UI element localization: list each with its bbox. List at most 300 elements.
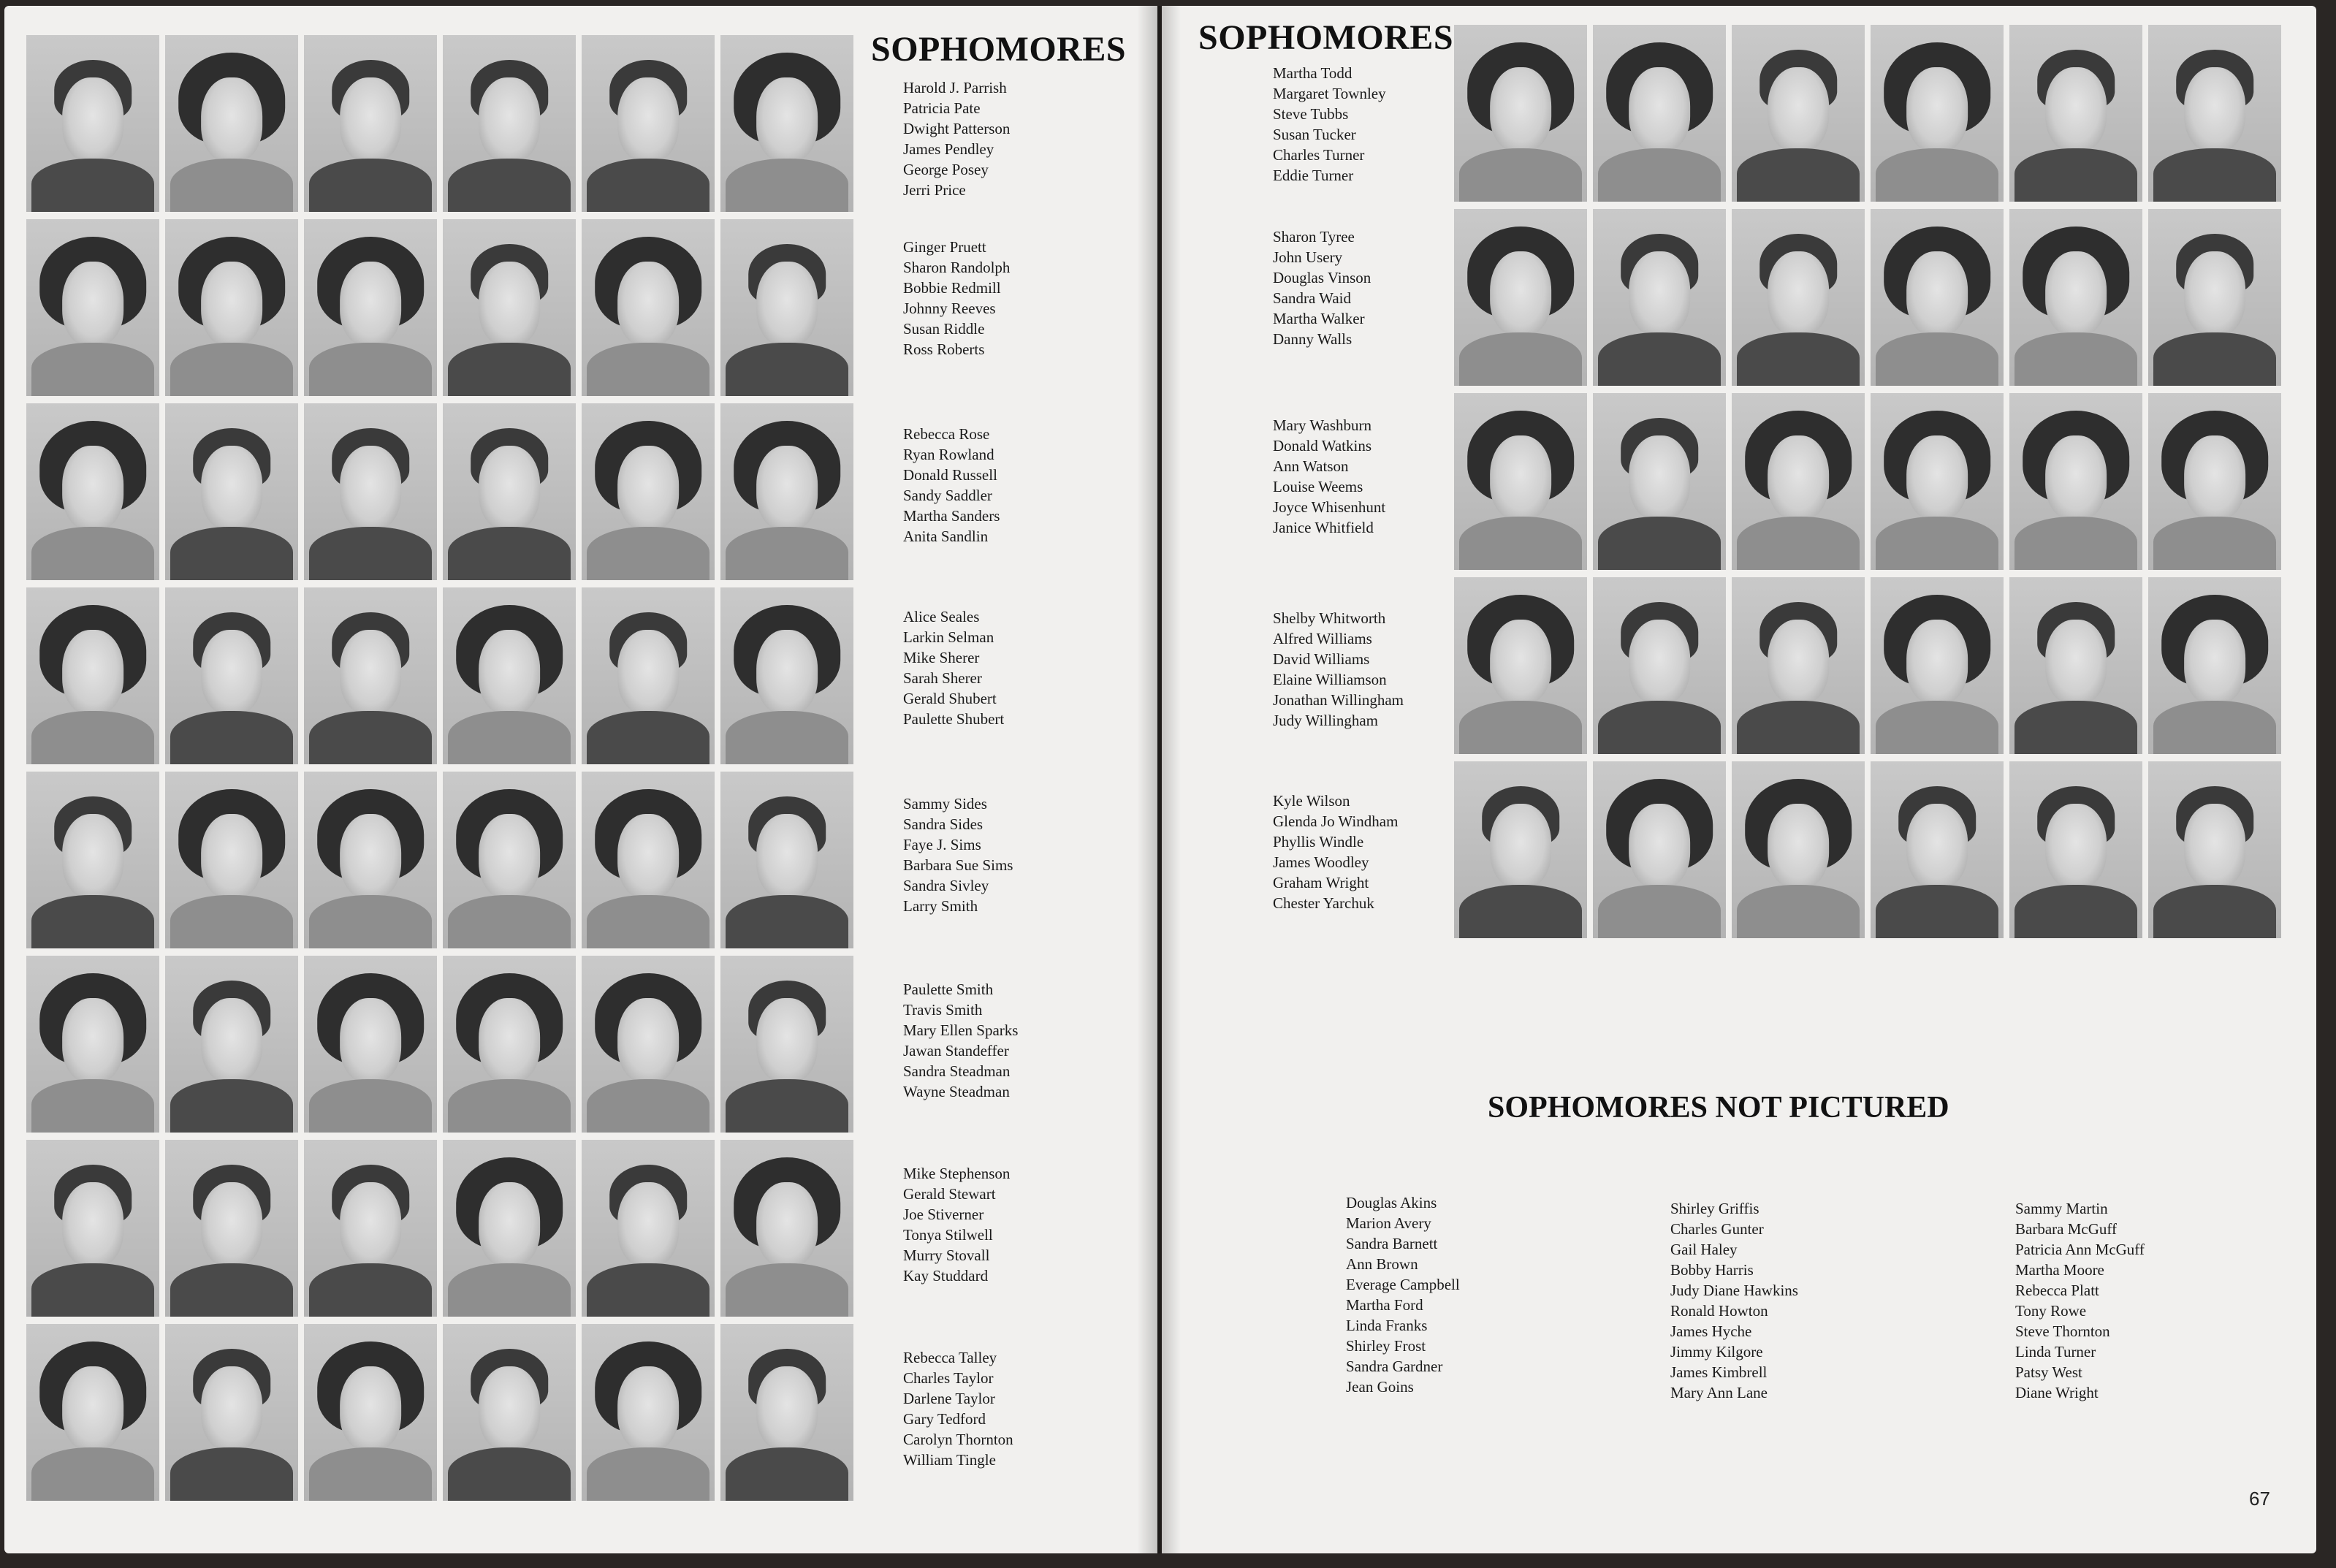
- portrait-photo: [720, 35, 853, 212]
- student-name: John Usery: [1273, 248, 1343, 266]
- portrait-head: [617, 814, 679, 899]
- portrait-photo: [720, 587, 853, 764]
- student-name: David Williams: [1273, 650, 1370, 668]
- portrait-body: [2014, 885, 2137, 938]
- portrait-photo: [1871, 209, 2004, 386]
- portrait-photo: [2148, 25, 2281, 202]
- student-name: Joe Stiverner: [903, 1206, 984, 1223]
- portrait-body: [2014, 332, 2137, 386]
- portrait-head: [2184, 620, 2245, 704]
- portrait-head: [340, 446, 401, 530]
- portrait-head: [62, 77, 123, 162]
- student-name: Gerald Stewart: [903, 1185, 996, 1203]
- portrait-body: [587, 895, 709, 948]
- portrait-body: [2153, 701, 2275, 754]
- portrait-photo: [582, 35, 715, 212]
- portrait-body: [170, 895, 292, 948]
- student-name: Ronald Howton: [1670, 1302, 1768, 1320]
- portrait-head: [340, 77, 401, 162]
- portrait-body: [1459, 885, 1581, 938]
- portrait-body: [309, 159, 431, 212]
- portrait-head: [201, 446, 262, 530]
- student-name: Faye J. Sims: [903, 836, 981, 853]
- portrait-photo: [2009, 393, 2142, 570]
- portrait-body: [587, 343, 709, 396]
- portrait-head: [201, 814, 262, 899]
- name-group: [1273, 608, 1404, 731]
- student-name: Alfred Williams: [1273, 630, 1372, 647]
- portrait-head: [62, 262, 123, 346]
- portrait-photo: [304, 956, 437, 1133]
- portrait-body: [1459, 148, 1581, 202]
- portrait-body: [448, 343, 570, 396]
- portrait-head: [756, 814, 818, 899]
- portrait-head: [756, 262, 818, 346]
- portrait-head: [62, 998, 123, 1083]
- portrait-photo: [1732, 25, 1865, 202]
- portrait-body: [2014, 148, 2137, 202]
- not-pictured-column: [2015, 1198, 2145, 1403]
- portrait-body: [170, 1079, 292, 1133]
- student-name: Martha Moore: [2015, 1261, 2104, 1279]
- portrait-head: [340, 1182, 401, 1267]
- portrait-photo: [443, 587, 576, 764]
- name-group: [903, 1163, 1010, 1286]
- portrait-photo: [2148, 209, 2281, 386]
- student-name: Phyllis Windle: [1273, 833, 1364, 850]
- portrait-body: [170, 527, 292, 580]
- portrait-body: [31, 1079, 153, 1133]
- portrait-photo: [1454, 577, 1587, 754]
- portrait-body: [726, 1263, 848, 1317]
- portrait-head: [1490, 620, 1551, 704]
- student-name: Shirley Frost: [1346, 1337, 1426, 1355]
- portrait-head: [340, 998, 401, 1083]
- student-name: Judy Willingham: [1273, 712, 1379, 729]
- portrait-head: [1629, 251, 1690, 336]
- portrait-head: [1629, 620, 1690, 704]
- portrait-head: [617, 262, 679, 346]
- student-name: Sarah Sherer: [903, 669, 982, 687]
- portrait-head: [479, 814, 540, 899]
- portrait-body: [1876, 148, 1998, 202]
- student-name: Gerald Shubert: [903, 690, 997, 707]
- portrait-head: [1768, 251, 1829, 336]
- portrait-head: [201, 630, 262, 715]
- student-name: Sharon Randolph: [903, 259, 1011, 276]
- student-name: Jean Goins: [1346, 1378, 1414, 1396]
- student-name: Bobbie Redmill: [903, 279, 1001, 297]
- portrait-head: [340, 1366, 401, 1451]
- portrait-photo: [582, 403, 715, 580]
- student-name: Sharon Tyree: [1273, 228, 1355, 246]
- portrait-body: [587, 1263, 709, 1317]
- student-name: Charles Taylor: [903, 1369, 994, 1387]
- student-name: James Pendley: [903, 140, 994, 158]
- student-name: Mike Stephenson: [903, 1165, 1011, 1182]
- portrait-photo: [720, 956, 853, 1133]
- student-name: Graham Wright: [1273, 874, 1369, 891]
- portrait-head: [201, 1182, 262, 1267]
- portrait-head: [479, 77, 540, 162]
- portrait-body: [309, 527, 431, 580]
- portrait-head: [2045, 251, 2107, 336]
- portrait-head: [756, 1182, 818, 1267]
- portrait-head: [2184, 804, 2245, 888]
- name-group: [903, 424, 1000, 547]
- portrait-head: [1906, 251, 1968, 336]
- portrait-body: [448, 159, 570, 212]
- portrait-photo: [1732, 209, 1865, 386]
- not-pictured-title: SOPHOMORES NOT PICTURED: [1488, 1091, 1949, 1124]
- student-name: Harold J. Parrish: [903, 79, 1007, 96]
- student-name: Eddie Turner: [1273, 167, 1354, 184]
- portrait-body: [2153, 148, 2275, 202]
- portrait-photo: [165, 587, 298, 764]
- student-name: Joyce Whisenhunt: [1273, 498, 1386, 516]
- student-name: Barbara Sue Sims: [903, 856, 1013, 874]
- portrait-body: [2153, 885, 2275, 938]
- portrait-photo: [1593, 577, 1726, 754]
- portrait-body: [31, 159, 153, 212]
- student-name: Wayne Steadman: [903, 1083, 1010, 1100]
- portrait-body: [2014, 701, 2137, 754]
- student-name: Linda Franks: [1346, 1317, 1428, 1334]
- portrait-photo: [1454, 393, 1587, 570]
- portrait-head: [617, 1182, 679, 1267]
- portrait-body: [1876, 517, 1998, 570]
- portrait-photo: [2148, 761, 2281, 938]
- portrait-body: [31, 1263, 153, 1317]
- student-name: Tony Rowe: [2015, 1302, 2087, 1320]
- student-name: Jawan Standeffer: [903, 1042, 1009, 1059]
- book-gutter: [1137, 6, 1181, 1553]
- portrait-body: [1876, 885, 1998, 938]
- student-name: Donald Watkins: [1273, 437, 1371, 454]
- student-name: Rebecca Talley: [903, 1349, 997, 1366]
- student-name: Everage Campbell: [1346, 1276, 1460, 1293]
- portrait-body: [309, 1079, 431, 1133]
- portrait-body: [1598, 332, 1720, 386]
- portrait-body: [1459, 701, 1581, 754]
- portrait-photo: [304, 1140, 437, 1317]
- student-name: Murry Stovall: [903, 1247, 990, 1264]
- student-name: Anita Sandlin: [903, 528, 989, 545]
- student-name: Rebecca Rose: [903, 425, 990, 443]
- portrait-head: [756, 77, 818, 162]
- portrait-photo: [2009, 761, 2142, 938]
- portrait-body: [31, 527, 153, 580]
- portrait-body: [726, 1079, 848, 1133]
- portrait-body: [448, 527, 570, 580]
- right-page-number: 67: [2249, 1488, 2270, 1510]
- student-name: Darlene Taylor: [903, 1390, 995, 1407]
- portrait-photo: [443, 403, 576, 580]
- portrait-photo: [1593, 393, 1726, 570]
- portrait-head: [201, 998, 262, 1083]
- name-group: [903, 237, 1010, 359]
- student-name: Martha Sanders: [903, 507, 1000, 525]
- portrait-head: [617, 998, 679, 1083]
- portrait-photo: [443, 772, 576, 948]
- portrait-head: [617, 77, 679, 162]
- name-group: [903, 606, 1004, 729]
- student-name: Martha Todd: [1273, 64, 1352, 82]
- portrait-head: [617, 1366, 679, 1451]
- portrait-head: [479, 1182, 540, 1267]
- portrait-head: [1629, 67, 1690, 152]
- portrait-body: [726, 343, 848, 396]
- student-name: Bobby Harris: [1670, 1261, 1754, 1279]
- portrait-photo: [720, 772, 853, 948]
- student-name: Chester Yarchuk: [1273, 894, 1374, 912]
- student-name: Margaret Townley: [1273, 85, 1386, 102]
- portrait-body: [1598, 148, 1720, 202]
- portrait-photo: [1871, 25, 2004, 202]
- student-name: Sandra Barnett: [1346, 1235, 1438, 1252]
- portrait-head: [2045, 804, 2107, 888]
- student-name: Tonya Stilwell: [903, 1226, 993, 1244]
- name-group: [1273, 227, 1371, 349]
- student-name: Rebecca Platt: [2015, 1282, 2099, 1299]
- student-name: Jonathan Willingham: [1273, 691, 1404, 709]
- portrait-photo: [26, 219, 159, 396]
- student-name: Travis Smith: [903, 1001, 983, 1019]
- portrait-body: [170, 711, 292, 764]
- portrait-photo: [582, 219, 715, 396]
- portrait-body: [2153, 332, 2275, 386]
- portrait-head: [2045, 67, 2107, 152]
- right-page-title: SOPHOMORES: [1198, 18, 1454, 57]
- portrait-body: [1598, 701, 1720, 754]
- student-name: Dwight Patterson: [903, 120, 1011, 137]
- portrait-body: [2153, 517, 2275, 570]
- portrait-photo: [1593, 25, 1726, 202]
- portrait-body: [587, 527, 709, 580]
- portrait-body: [1737, 885, 1859, 938]
- student-name: Steve Tubbs: [1273, 105, 1349, 123]
- portrait-body: [448, 895, 570, 948]
- portrait-photo: [1732, 761, 1865, 938]
- portrait-photo: [2009, 25, 2142, 202]
- student-name: George Posey: [903, 161, 989, 178]
- portrait-head: [2184, 67, 2245, 152]
- portrait-body: [726, 895, 848, 948]
- portrait-photo: [26, 1140, 159, 1317]
- portrait-head: [62, 814, 123, 899]
- portrait-body: [587, 1079, 709, 1133]
- portrait-photo: [720, 403, 853, 580]
- portrait-head: [479, 630, 540, 715]
- portrait-photo: [1454, 25, 1587, 202]
- portrait-body: [1459, 517, 1581, 570]
- portrait-photo: [720, 219, 853, 396]
- student-name: Louise Weems: [1273, 478, 1363, 495]
- portrait-photo: [582, 1140, 715, 1317]
- student-name: James Hyche: [1670, 1322, 1752, 1340]
- portrait-photo: [304, 772, 437, 948]
- portrait-body: [1737, 517, 1859, 570]
- not-pictured-column: [1346, 1192, 1460, 1397]
- portrait-body: [587, 1447, 709, 1501]
- student-name: Charles Gunter: [1670, 1220, 1764, 1238]
- portrait-photo: [165, 219, 298, 396]
- portrait-head: [1906, 620, 1968, 704]
- name-group: [903, 77, 1010, 200]
- student-name: Ann Brown: [1346, 1255, 1418, 1273]
- student-name: Douglas Vinson: [1273, 269, 1371, 286]
- student-name: Ann Watson: [1273, 457, 1349, 475]
- portrait-head: [1768, 620, 1829, 704]
- student-name: Susan Tucker: [1273, 126, 1356, 143]
- portrait-body: [726, 1447, 848, 1501]
- portrait-head: [756, 446, 818, 530]
- portrait-photo: [26, 1324, 159, 1501]
- portrait-photo: [443, 35, 576, 212]
- student-name: Sandra Steadman: [903, 1062, 1011, 1080]
- portrait-head: [1629, 804, 1690, 888]
- portrait-head: [2184, 251, 2245, 336]
- portrait-body: [726, 711, 848, 764]
- portrait-head: [1906, 435, 1968, 520]
- student-name: Sandy Saddler: [903, 487, 992, 504]
- student-name: Shelby Whitworth: [1273, 609, 1386, 627]
- portrait-head: [340, 262, 401, 346]
- student-name: Alice Seales: [903, 608, 980, 625]
- name-group: [1273, 415, 1385, 538]
- student-name: Sammy Sides: [903, 795, 987, 812]
- portrait-photo: [304, 1324, 437, 1501]
- portrait-photo: [165, 772, 298, 948]
- portrait-head: [1490, 435, 1551, 520]
- portrait-head: [756, 998, 818, 1083]
- left-photo-grid: [26, 35, 853, 1501]
- student-name: Mike Sherer: [903, 649, 980, 666]
- student-name: Marion Avery: [1346, 1214, 1431, 1232]
- student-name: Elaine Williamson: [1273, 671, 1387, 688]
- portrait-body: [170, 1447, 292, 1501]
- portrait-head: [201, 77, 262, 162]
- student-name: Douglas Akins: [1346, 1194, 1437, 1211]
- portrait-body: [587, 159, 709, 212]
- student-name: Sandra Gardner: [1346, 1358, 1443, 1375]
- portrait-body: [1876, 332, 1998, 386]
- portrait-photo: [26, 403, 159, 580]
- portrait-photo: [1454, 209, 1587, 386]
- portrait-photo: [720, 1140, 853, 1317]
- student-name: Kyle Wilson: [1273, 792, 1350, 810]
- portrait-head: [201, 262, 262, 346]
- portrait-body: [726, 159, 848, 212]
- student-name: Patricia Pate: [903, 99, 981, 117]
- portrait-head: [1768, 435, 1829, 520]
- student-name: Carolyn Thornton: [903, 1431, 1013, 1448]
- student-name: Diane Wright: [2015, 1384, 2099, 1401]
- portrait-head: [1768, 67, 1829, 152]
- student-name: Paulette Smith: [903, 981, 994, 998]
- portrait-head: [1906, 804, 1968, 888]
- left-page-title: SOPHOMORES: [871, 30, 1127, 69]
- portrait-body: [309, 711, 431, 764]
- portrait-photo: [1732, 393, 1865, 570]
- portrait-photo: [1593, 761, 1726, 938]
- portrait-photo: [1871, 577, 2004, 754]
- portrait-photo: [26, 772, 159, 948]
- portrait-head: [340, 814, 401, 899]
- student-name: Danny Walls: [1273, 330, 1352, 348]
- student-name: Sandra Sides: [903, 815, 984, 833]
- portrait-head: [479, 446, 540, 530]
- portrait-body: [1598, 517, 1720, 570]
- portrait-photo: [582, 956, 715, 1133]
- portrait-photo: [165, 1140, 298, 1317]
- portrait-head: [617, 630, 679, 715]
- portrait-body: [31, 711, 153, 764]
- student-name: Martha Ford: [1346, 1296, 1423, 1314]
- name-group: [1273, 791, 1398, 913]
- student-name: Gail Haley: [1670, 1241, 1738, 1258]
- portrait-photo: [1871, 393, 2004, 570]
- student-name: Donald Russell: [903, 466, 997, 484]
- portrait-head: [201, 1366, 262, 1451]
- portrait-body: [1737, 148, 1859, 202]
- student-name: Janice Whitfield: [1273, 519, 1374, 536]
- student-name: Patricia Ann McGuff: [2015, 1241, 2145, 1258]
- portrait-photo: [165, 35, 298, 212]
- portrait-photo: [304, 35, 437, 212]
- student-name: Sandra Waid: [1273, 289, 1351, 307]
- student-name: Larry Smith: [903, 897, 978, 915]
- portrait-body: [1459, 332, 1581, 386]
- portrait-head: [62, 446, 123, 530]
- student-name: Mary Washburn: [1273, 416, 1371, 434]
- portrait-photo: [26, 956, 159, 1133]
- student-name: Steve Thornton: [2015, 1322, 2110, 1340]
- portrait-photo: [1454, 761, 1587, 938]
- name-group: [903, 979, 1018, 1102]
- portrait-photo: [443, 956, 576, 1133]
- portrait-head: [2045, 620, 2107, 704]
- portrait-body: [1598, 885, 1720, 938]
- portrait-photo: [582, 587, 715, 764]
- student-name: James Woodley: [1273, 853, 1369, 871]
- student-name: Shirley Griffis: [1670, 1200, 1759, 1217]
- portrait-photo: [165, 956, 298, 1133]
- student-name: Charles Turner: [1273, 146, 1365, 164]
- portrait-body: [1737, 332, 1859, 386]
- student-name: Martha Walker: [1273, 310, 1365, 327]
- student-name: Jimmy Kilgore: [1670, 1343, 1763, 1360]
- portrait-head: [1906, 67, 1968, 152]
- portrait-photo: [304, 587, 437, 764]
- name-group: [903, 1347, 1013, 1470]
- name-group: [903, 793, 1013, 916]
- student-name: Patsy West: [2015, 1363, 2082, 1381]
- portrait-photo: [582, 1324, 715, 1501]
- portrait-body: [309, 343, 431, 396]
- portrait-photo: [165, 1324, 298, 1501]
- student-name: Barbara McGuff: [2015, 1220, 2117, 1238]
- portrait-photo: [26, 587, 159, 764]
- portrait-head: [479, 1366, 540, 1451]
- portrait-photo: [2009, 577, 2142, 754]
- portrait-head: [2184, 435, 2245, 520]
- portrait-body: [726, 527, 848, 580]
- portrait-photo: [443, 1140, 576, 1317]
- portrait-body: [309, 1263, 431, 1317]
- student-name: Johnny Reeves: [903, 300, 996, 317]
- portrait-photo: [304, 219, 437, 396]
